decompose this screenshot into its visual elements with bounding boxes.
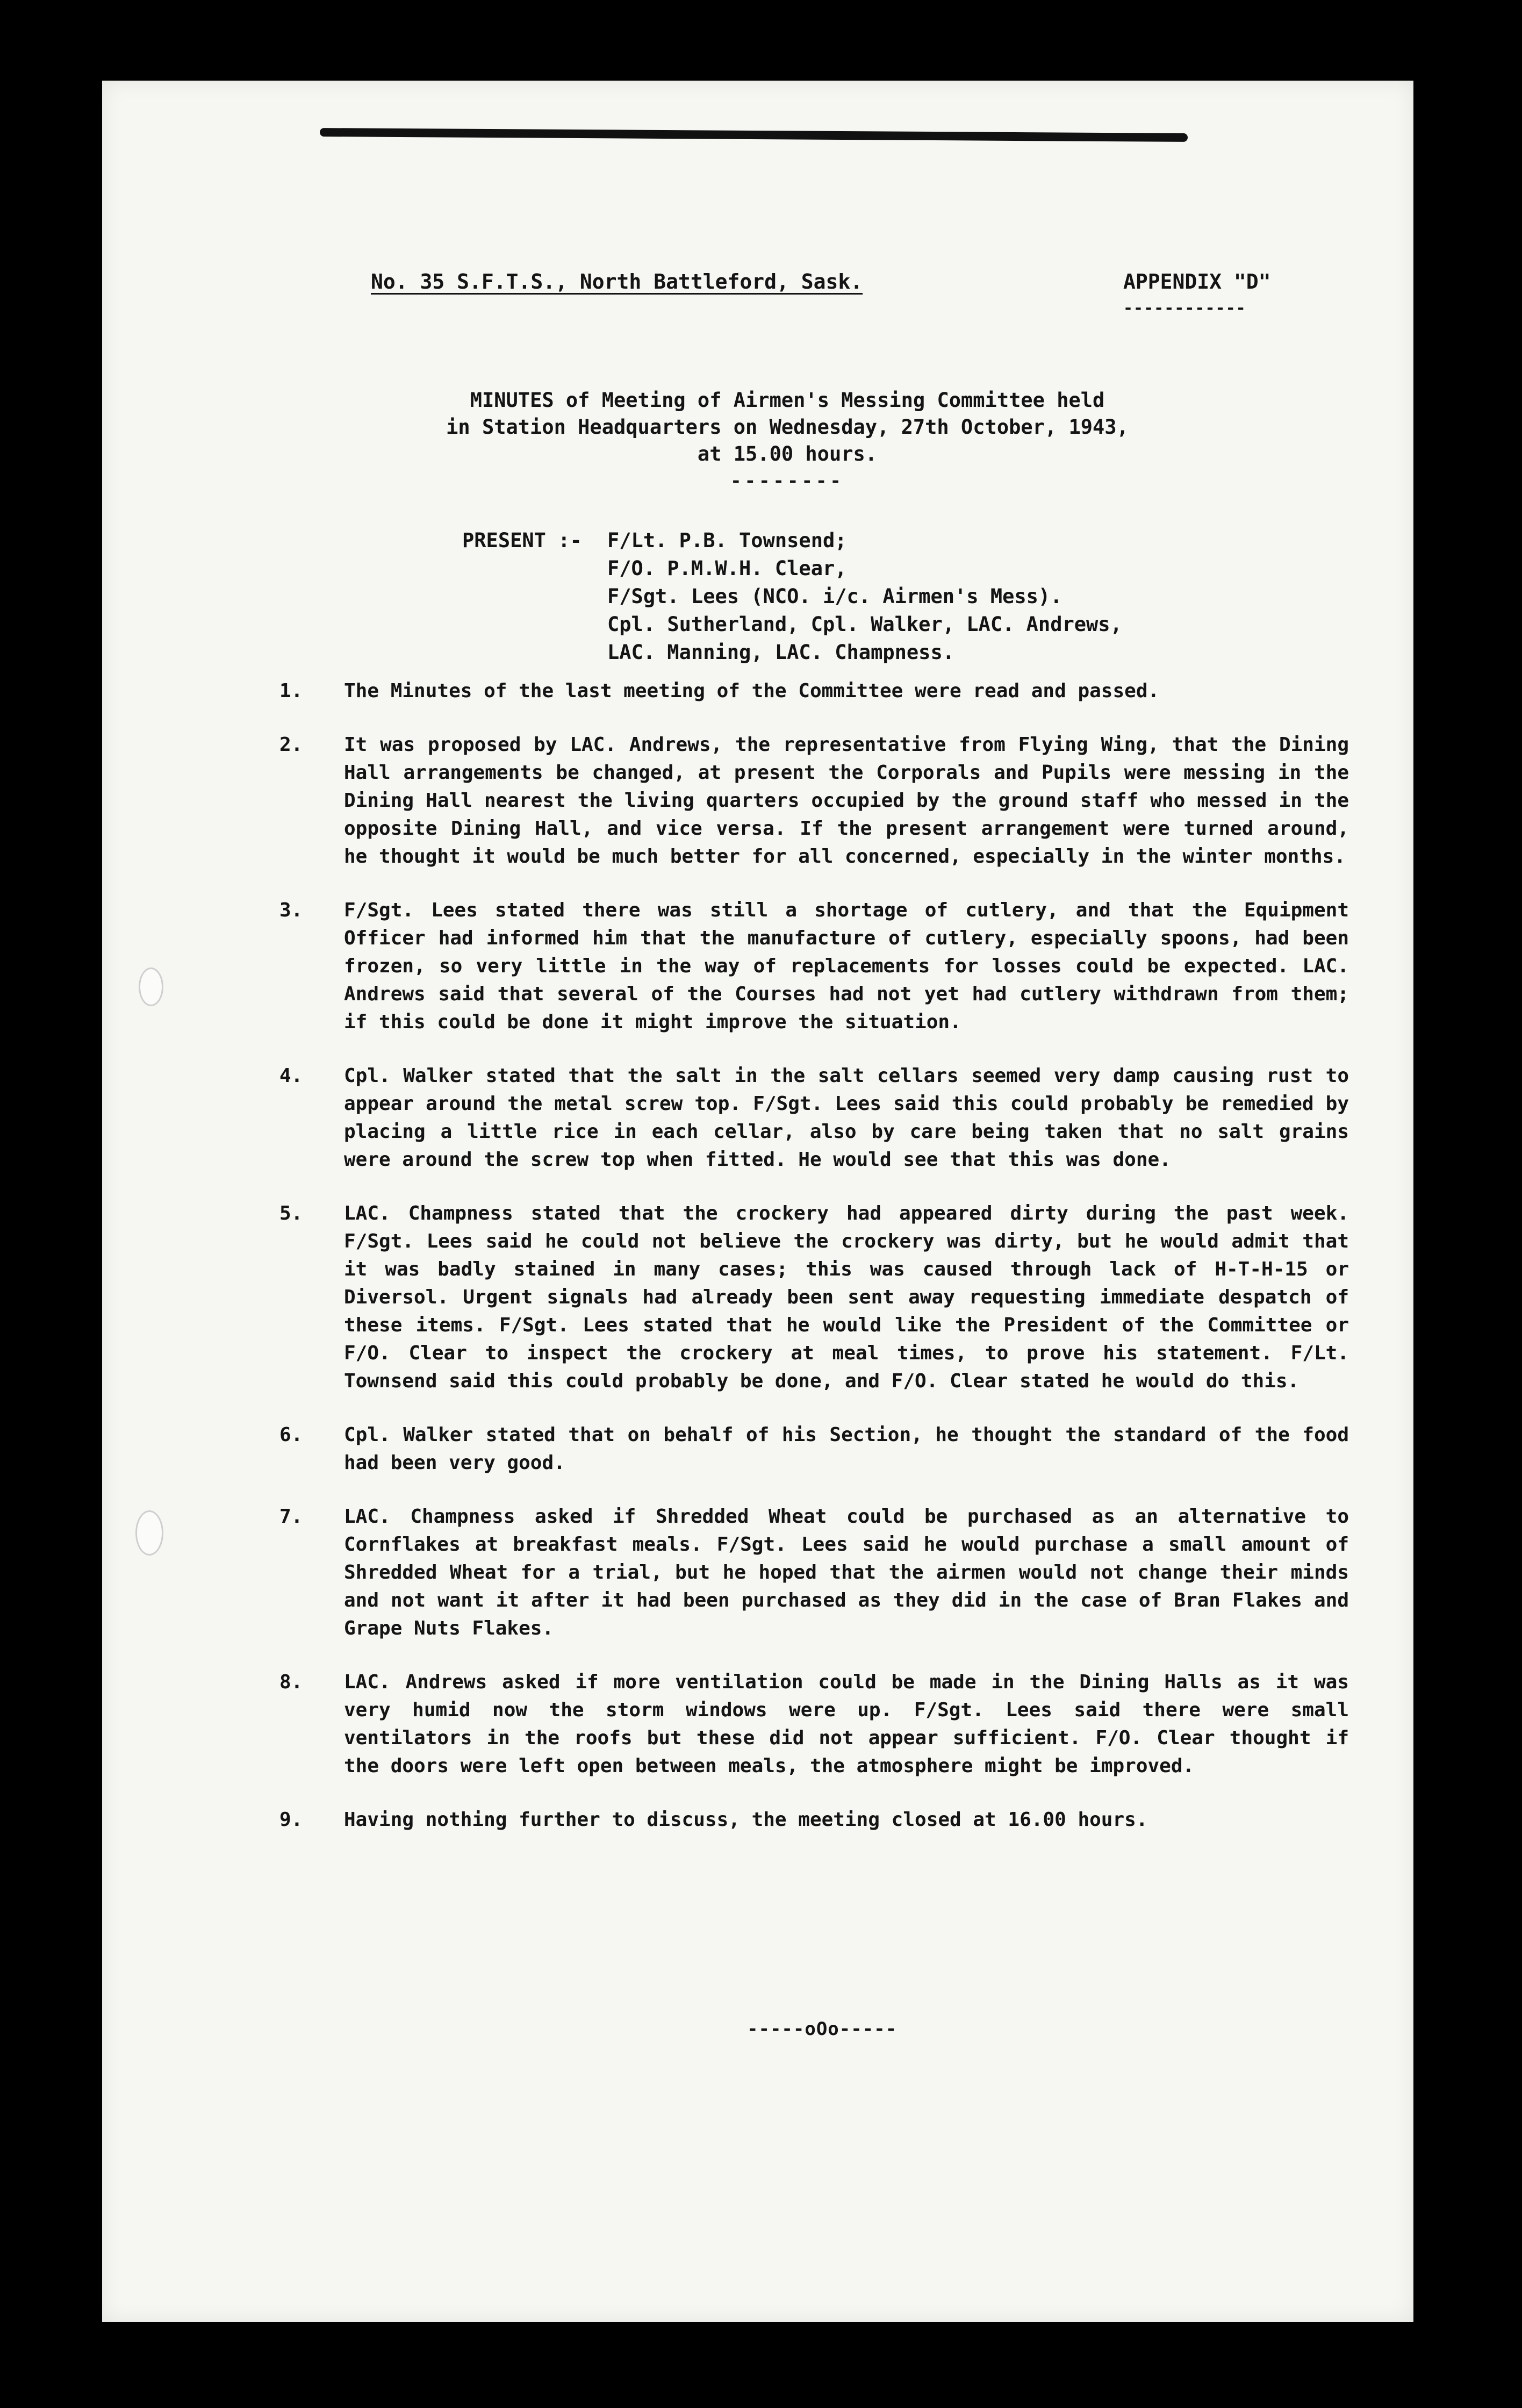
minute-item bbox=[279, 1806, 1354, 1834]
minute-item bbox=[279, 1668, 1354, 1780]
item-number: 3. bbox=[279, 899, 303, 921]
title-rule: -------- bbox=[730, 470, 844, 492]
minute-item bbox=[279, 731, 1354, 871]
attendee-line: Cpl. Sutherland, Cpl. Walker, LAC. Andrews, bbox=[607, 613, 1122, 636]
minutes-items bbox=[279, 677, 1354, 1860]
minute-item bbox=[279, 677, 1354, 705]
minute-item bbox=[279, 1062, 1354, 1174]
item-number: 2. bbox=[279, 734, 303, 756]
top-rule bbox=[320, 128, 1188, 142]
appendix-text: APPENDIX "D" bbox=[1123, 270, 1271, 293]
title-line-1: MINUTES of Meeting of Airmen's Messing Committee held bbox=[470, 389, 1105, 412]
item-text: Cpl. Walker stated that on behalf of his Section, he thought the standard of the food had been very good. bbox=[344, 1424, 1349, 1474]
end-mark: -----oOo----- bbox=[747, 2018, 898, 2040]
item-text: LAC. Champness asked if Shredded Wheat could be purchased as an alternative to Cornflakes at breakfast meals. F/Sgt. Lees said he would purchase a small amount of Shredded Wheat for a trial, but he hoped that the airmen would not change their minds and not want it after it had been purchased as they did in the case of Bran Flakes and Grape Nuts Flakes. bbox=[344, 1506, 1349, 1639]
item-number: 9. bbox=[279, 1809, 303, 1831]
item-text: It was proposed by LAC. Andrews, the representative from Flying Wing, that the Dining Hall arrangements be changed, at present the Corporals and Pupils were messing in the Dining Hall nearest the living quarters occupied by the ground staff who messed in the opposite Dining Hall, and vice versa. If the present arrangement were turned around, he thought it would be much better for all concerned, especially in the winter months. bbox=[344, 734, 1349, 868]
minute-item bbox=[279, 1503, 1354, 1643]
item-number: 5. bbox=[279, 1202, 303, 1224]
item-text: Cpl. Walker stated that the salt in the salt cellars seemed very damp causing rust to appear around the metal screw top. F/Sgt. Lees said this could probably be remedied by placing a little rice in each cellar, also by care being taken that no salt grains were around the screw top when fitted. He would see that this was done. bbox=[344, 1065, 1349, 1171]
appendix-label bbox=[1123, 270, 1271, 318]
item-text: The Minutes of the last meeting of the Committee were read and passed. bbox=[344, 680, 1160, 702]
attendee-line: F/Sgt. Lees (NCO. i/c. Airmen's Mess). bbox=[607, 585, 1062, 608]
attendee-list bbox=[607, 527, 1198, 666]
minute-item bbox=[279, 897, 1354, 1036]
title-line-3: at 15.00 hours. bbox=[697, 442, 878, 465]
item-number: 6. bbox=[279, 1424, 303, 1446]
appendix-underline: ------------ bbox=[1123, 299, 1246, 318]
attendee-line: F/Lt. P.B. Townsend; bbox=[607, 529, 847, 552]
item-text: LAC. Champness stated that the crockery had appeared dirty during the past week. F/Sgt. Lees said he could not believe the crockery was dirty, but he would admit that it was badly stained in many cases; this was caused through lack of H-T-H-15 or Diversol. Urgent signals had already been sent away requesting immediate despatch of these items. F/Sgt. Lees stated that he would like the President of the Committee or F/O. Clear to inspect the crockery at meal times, to prove his statement. F/Lt. Townsend said this could probably be done, and F/O. Clear stated he would do this. bbox=[344, 1202, 1349, 1392]
unit-heading: No. 35 S.F.T.S., North Battleford, Sask. bbox=[371, 270, 863, 293]
document-page bbox=[102, 81, 1413, 2322]
item-number: 1. bbox=[279, 680, 303, 702]
item-number: 7. bbox=[279, 1506, 303, 1528]
attendee-line: F/O. P.M.W.H. Clear, bbox=[607, 557, 847, 580]
present-label: PRESENT :- bbox=[462, 529, 582, 552]
attendee-line: LAC. Manning, LAC. Champness. bbox=[607, 641, 955, 664]
item-number: 8. bbox=[279, 1671, 303, 1693]
item-text: Having nothing further to discuss, the meeting closed at 16.00 hours. bbox=[344, 1809, 1148, 1831]
minute-item bbox=[279, 1200, 1354, 1395]
item-text: LAC. Andrews asked if more ventilation could be made in the Dining Halls as it was very humid now the storm windows were up. F/Sgt. Lees said there were small ventilators in the roofs but these did not appear sufficient. F/O. Clear thought if the doors were left open between meals, the atmosphere might be improved. bbox=[344, 1671, 1349, 1777]
item-number: 4. bbox=[279, 1065, 303, 1087]
punch-hole-bottom bbox=[135, 1510, 163, 1556]
minutes-title bbox=[425, 387, 1150, 494]
item-text: F/Sgt. Lees stated there was still a shortage of cutlery, and that the Equipment Officer had informed him that the manufacture of cutlery, especially spoons, had been frozen, so very little in the way of replacements for losses could be expected. LAC. Andrews said that several of the Courses had not yet had cutlery withdrawn from them; if this could be done it might improve the situation. bbox=[344, 899, 1349, 1033]
minute-item bbox=[279, 1421, 1354, 1477]
punch-hole-top bbox=[139, 968, 163, 1006]
title-line-2: in Station Headquarters on Wednesday, 27th October, 1943, bbox=[446, 415, 1129, 439]
